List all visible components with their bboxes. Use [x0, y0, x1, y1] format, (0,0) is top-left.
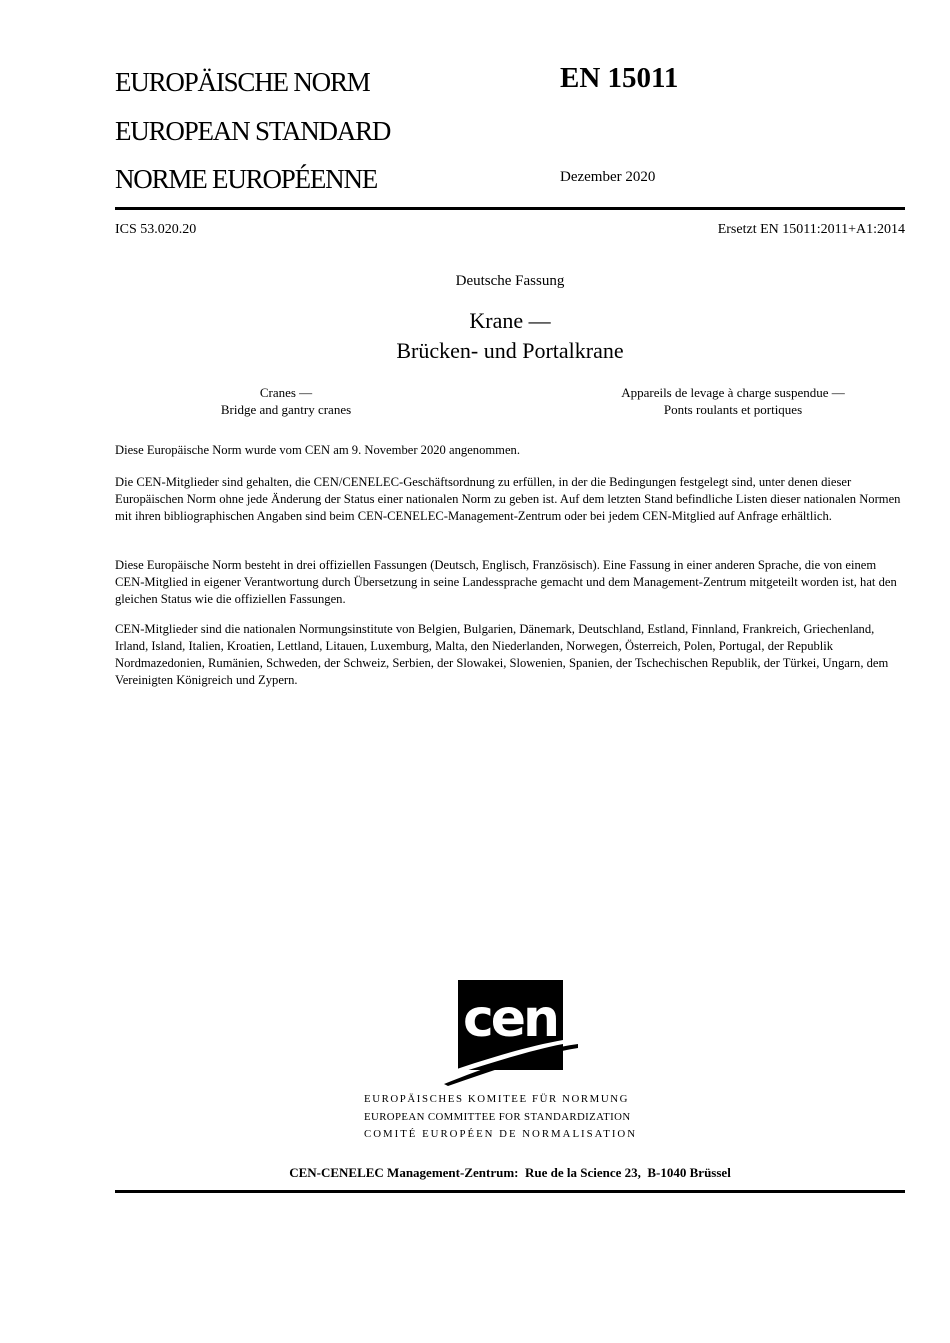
subtitle-english-line2: Bridge and gantry cranes [220, 402, 352, 417]
ics-code: ICS 53.020.20 [115, 222, 197, 237]
document-title-line2: Brücken- und Portalkrane [396, 338, 624, 363]
subtitle-english [186, 384, 386, 418]
paragraph-adoption: Diese Europäische Norm wurde vom CEN am 9. November 2020 angenommen. [115, 443, 520, 457]
committee-english: EUROPEAN COMMITTEE FOR STANDARDIZATION [364, 1111, 631, 1123]
header-divider [115, 207, 905, 210]
management-address: CEN-CENELEC Management-Zentrum: Rue de la Science 23, B-1040 Brüssel [289, 1165, 731, 1180]
subtitle-french [583, 384, 883, 418]
title-german: EUROPÄISCHE NORM [115, 67, 370, 97]
committee-french: COMITÉ EUROPÉEN DE NORMALISATION [364, 1128, 638, 1140]
document-title-line1: Krane — [469, 308, 551, 333]
publication-date: Dezember 2020 [560, 169, 656, 185]
committee-german: EUROPÄISCHES KOMITEE FÜR NORMUNG [364, 1093, 630, 1105]
cen-logo-icon [444, 980, 578, 1086]
cen-logo-text: cen [462, 989, 558, 1049]
subtitle-french-line1: Appareils de levage à charge suspendue — [621, 385, 845, 400]
paragraph-members: CEN-Mitglieder sind die nationalen Normungsinstitute von Belgien, Bulgarien, Dänemark, Deutschland, Estland, Finnland, Frankreich, Griechenland, Irland, Island, Italien, Kroatien, Lettland, Litauen, Luxemburg, Malta, den Niederlanden, Norwegen, Österreich, Polen, Portugal, der Republik Nordmazedonien, Rumänien, Schweden, der Schweiz, Serbien, der Slowakei, Slowenien, Spanien, der Tschechischen Republik, der Türkei, Ungarn, dem Vereinigten Königreich und Zypern. [115, 622, 889, 687]
title-french: NORME EUROPÉENNE [115, 164, 378, 194]
standard-number: EN 15011 [560, 62, 679, 94]
document-title [0, 306, 950, 366]
paragraph-obligations: Die CEN-Mitglieder sind gehalten, die CEN/CENELEC-Geschäftsordnung zu erfüllen, in der die Bedingungen festgelegt sind, unter denen dieser Europäischen Norm ohne jede Änderung der Status einer nationalen Norm zu geben ist. Auf dem letzten Stand befindliche Listen dieser nationalen Normen mit ihren bibliographischen Angaben sind beim CEN-CENELEC-Management-Zentrum oder bei jedem CEN-Mitglied auf Anfrage erhältlich. [115, 475, 901, 523]
footer-divider [115, 1190, 905, 1193]
replaces-note: Ersetzt EN 15011:2011+A1:2014 [717, 222, 905, 237]
version-label: Deutsche Fassung [455, 273, 565, 289]
paragraph-versions: Diese Europäische Norm besteht in drei offiziellen Fassungen (Deutsch, Englisch, Französisch). Eine Fassung in einer anderen Sprache, die von einem CEN-Mitglied in eigener Verantwortung durch Übersetzung in seine Landessprache gemacht und dem Management-Zentrum mitgeteilt worden ist, hat den gleichen Status wie die offiziellen Fassungen. [115, 558, 897, 606]
title-english: EUROPEAN STANDARD [115, 116, 391, 146]
subtitle-french-line2: Ponts roulants et portiques [663, 402, 803, 417]
subtitle-english-line1: Cranes — [259, 385, 313, 400]
